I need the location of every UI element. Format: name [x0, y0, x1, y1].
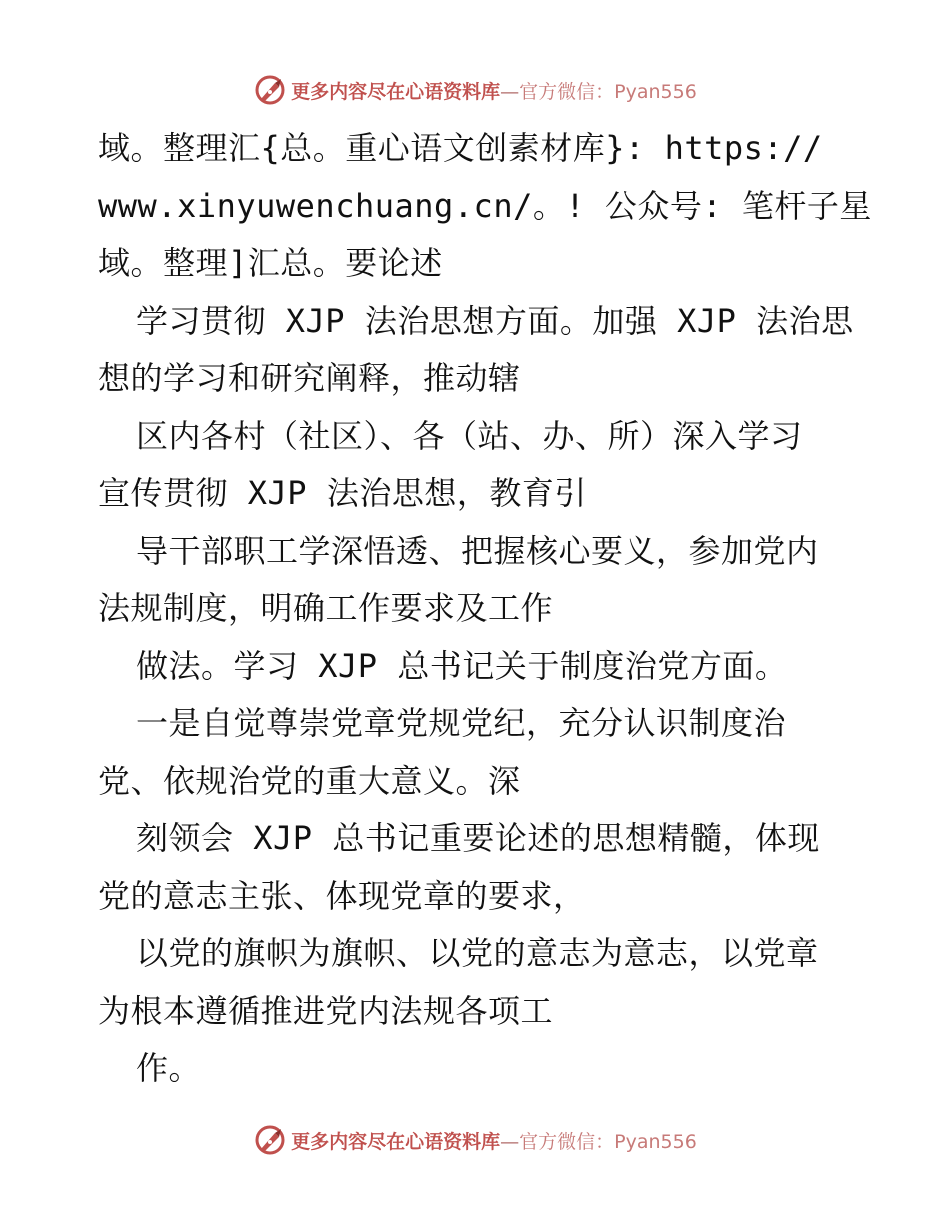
paragraph-line: 导干部职工学深悟透、把握核心要义，参加党内: [136, 531, 819, 570]
paragraph-line: 一是自觉尊崇党章党规党纪，充分认识制度治: [136, 704, 787, 742]
paragraph-line: 党、依规治党的重大意义。深: [98, 761, 521, 800]
header-watermark: [253, 73, 697, 107]
paragraph-line: 宣传贯彻 XJP 法治思想，教育引: [98, 474, 587, 512]
pen-nib-circle-logo-icon: [253, 73, 287, 107]
paragraph-line: 想的学习和研究阐释，推动辖: [98, 359, 521, 397]
watermark-dash: —: [500, 80, 520, 103]
header-watermark-banner: [0, 70, 950, 110]
paragraph-line: 为根本遵循推进党内法规各项工: [98, 991, 554, 1030]
watermark-wechat-text: 官方微信：Pyan556: [519, 80, 697, 103]
paragraph-line: 做法。学习 XJP 总书记关于制度治党方面。: [136, 646, 788, 685]
paragraph-line: 党的意志主张、体现党章的要求，: [98, 876, 586, 915]
paragraph-line: 刻领会 XJP 总书记重要论述的思想精髓，体现: [136, 819, 820, 857]
paragraph-line: 以党的旗帜为旗帜、以党的意志为意志，以党章: [136, 934, 819, 972]
paragraph-line: 区内各村（社区）、各（站、办、所）深入学习: [136, 416, 803, 455]
document-body: [98, 120, 872, 1098]
watermark-wechat-text: 官方微信：Pyan556: [519, 1130, 697, 1153]
paragraph-line: www.xinyuwenchuang.cn/。! 公众号: 笔杆子星: [98, 186, 872, 225]
watermark-site-text: 更多内容尽在心语资料库: [291, 1130, 501, 1153]
pen-nib-circle-logo-icon: [253, 1123, 287, 1157]
watermark-text: [291, 77, 697, 104]
paragraph-line: 作。: [136, 1049, 202, 1087]
paragraph-line: 学习贯彻 XJP 法治思想方面。加强 XJP 法治思: [136, 301, 854, 340]
footer-watermark: [253, 1123, 697, 1157]
watermark-text: [291, 1127, 697, 1154]
paragraph-line: 域。整理汇{总。重心语文创素材库}: https://: [98, 129, 823, 167]
watermark-dash: —: [500, 1130, 520, 1153]
paragraph-line: 法规制度，明确工作要求及工作: [98, 589, 554, 627]
watermark-site-text: 更多内容尽在心语资料库: [291, 80, 501, 103]
footer-watermark-banner: [0, 1120, 950, 1160]
paragraph-line: 域。整理]汇总。要论述: [98, 244, 443, 282]
